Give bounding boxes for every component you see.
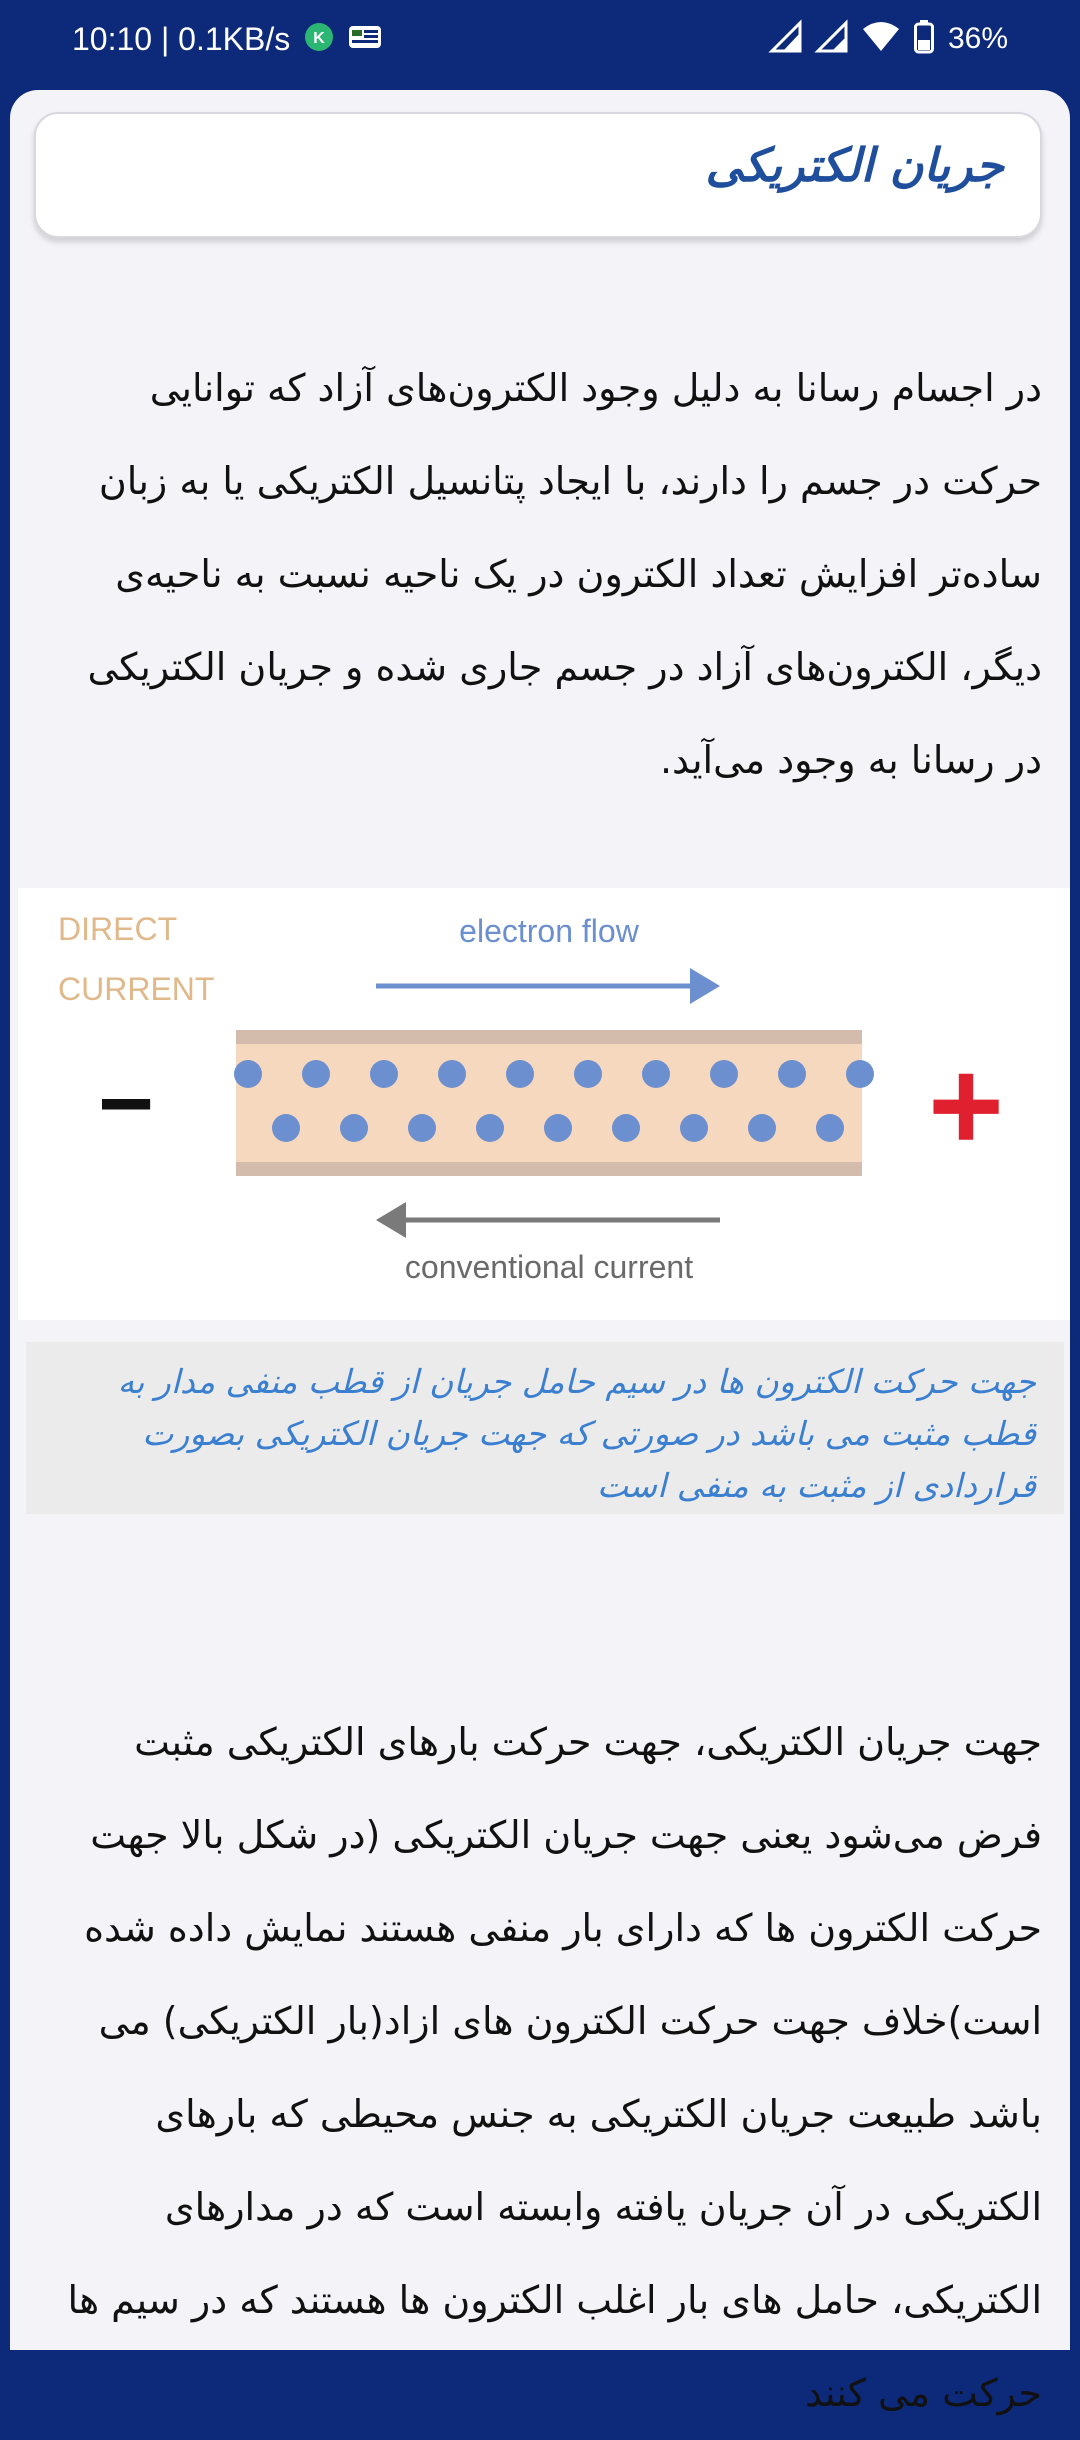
status-left: [72, 0, 382, 78]
article-paragraph-1: در اجسام رسانا به دلیل وجود الکترون‌های آزاد که توانایی حرکت در جسم را دارند، با ایجاد پتانسیل الکتریکی یا به زبان ساده‌تر افزایش تعداد الکترون در یک ناحیه نسبت به ناحیه‌ی دیگر، الکترون‌های آزاد در جسم جاری شده و جریان الکتریکی در رسانا به وجود می‌آید.: [87, 366, 1042, 782]
electron-dot: [544, 1114, 572, 1142]
electron-flow-arrow: [376, 968, 720, 1004]
wifi-icon: [862, 21, 900, 57]
direct-current-diagram: [18, 888, 1070, 1320]
electron-dot: [272, 1114, 300, 1142]
article-paragraph-2: جهت جریان الکتریکی، جهت حرکت بارهای الکتریکی مثبت فرض می‌شود یعنی جهت جریان الکتریکی (در شکل بالا جهت حرکت الکترون ها که دارای بار منفی هستند نمایش داده شده است)خلاف جهت حرکت الکترون های ازاد(بار الکتریکی) می باشد طبیعت جریان الکتریکی به جنس محیطی که بارهای الکتریکی در آن جریان یافته وابسته است که در مدارهای الکتریکی، حامل های بار اغلب الکترون ها هستند که در سیم ها حرکت می کنند: [67, 1720, 1042, 2415]
svg-text:K: K: [313, 30, 326, 47]
electron-dot: [778, 1060, 806, 1088]
plus-sign: +: [928, 1032, 1004, 1178]
status-right: [770, 0, 1008, 78]
electron-dot: [612, 1114, 640, 1142]
electron-dot: [370, 1060, 398, 1088]
signal-icon-2: [816, 21, 848, 57]
diagram-caption: جهت حرکت الکترون ها در سیم حامل جریان از قطب منفی مدار به قطب مثبت می باشد در صورتی که جهت جریان الکتریکی بصورت قراردادی از مثبت به منفی است: [117, 1362, 1036, 1505]
conventional-current-arrow: [376, 1202, 720, 1238]
electron-dot: [234, 1060, 262, 1088]
diagram-caption-box: [26, 1342, 1064, 1514]
title-card: [34, 112, 1042, 238]
electron-flow-label: electron flow: [459, 913, 639, 949]
app-k-icon: [304, 22, 334, 56]
electron-dot: [710, 1060, 738, 1088]
direct-label: DIRECT: [58, 911, 178, 947]
electron-dot: [438, 1060, 466, 1088]
status-time-speed: 10:10 | 0.1KB/s: [72, 20, 291, 57]
electron-dot: [408, 1114, 436, 1142]
electron-dot: [574, 1060, 602, 1088]
conventional-current-label: conventional current: [404, 1249, 694, 1285]
electron-dot: [340, 1114, 368, 1142]
electron-dot: [816, 1114, 844, 1142]
electron-dot: [302, 1060, 330, 1088]
signal-icon: [770, 21, 802, 57]
battery-percent: 36%: [947, 22, 1008, 55]
status-bar: [0, 0, 1080, 78]
current-label: CURRENT: [58, 971, 215, 1007]
electron-dot: [642, 1060, 670, 1088]
electron-dot: [846, 1060, 874, 1088]
battery-icon: [914, 20, 934, 58]
electron-dot: [748, 1114, 776, 1142]
minus-sign: −: [97, 1050, 155, 1157]
wire: [236, 1030, 862, 1176]
electron-dot: [680, 1114, 708, 1142]
app-news-icon: [348, 23, 382, 55]
article-page[interactable]: [10, 90, 1070, 2415]
electron-dot: [506, 1060, 534, 1088]
page-title: جریان الکتریکی: [705, 138, 1004, 192]
electron-dot: [476, 1114, 504, 1142]
